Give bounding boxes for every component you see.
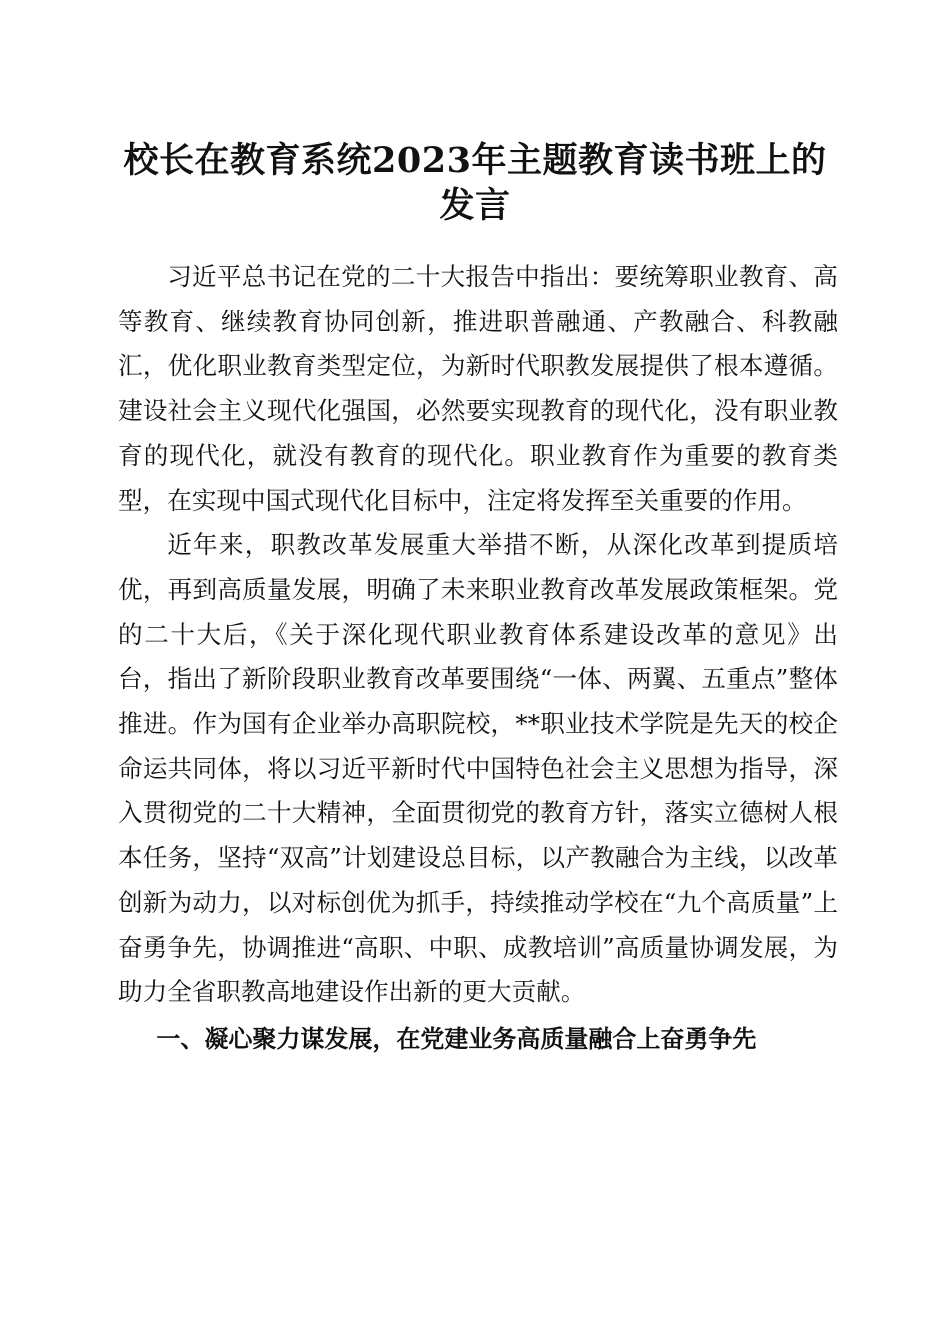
document-title — [110, 138, 840, 228]
document-title-line-2: 发言 — [439, 185, 511, 226]
section-heading: 一、凝心聚力谋发展，在党建业务高质量融合上奋勇争先 — [156, 1024, 757, 1053]
paragraph-2: 近年来，职教改革发展重大举措不断，从深化改革到提质培优，再到高质量发展，明确了未来职业教育改革发展政策框架。党的二十大后，《关于深化现代职业教育体系建设改革的意见》出台，指出了新阶段职业教育改革要围绕“一体、两翼、五重点”整体推进。作为国有企业举办高职院校，**职业技术学院是先天的校企命运共同体，将以习近平新时代中国特色社会主义思想为指导，深入贯彻党的二十大精神，全面贯彻党的教育方针，落实立德树人根本任务，坚持“双高”计划建设总目标，以产教融合为主线，以改革创新为动力，以对标创优为抓手，持续推动学校在“九个高质量”上奋勇争先，协调推进“高职、中职、成教培训”高质量协调发展，为助力全省职教高地建设作出新的更大贡献。 — [118, 530, 838, 1007]
document-title-line-1: 校长在教育系统2023年主题教育读书班上的 — [123, 140, 827, 181]
document-body — [118, 255, 838, 1061]
paragraph-1: 习近平总书记在党的二十大报告中指出：要统筹职业教育、高等教育、继续教育协同创新，推进职普融通、产教融合、科教融汇，优化职业教育类型定位，为新时代职教发展提供了根本遵循。建设社会主义现代化强国，必然要实现教育的现代化，没有职业教育的现代化，就没有教育的现代化。职业教育作为重要的教育类型，在实现中国式现代化目标中，注定将发挥至关重要的作用。 — [118, 262, 838, 515]
